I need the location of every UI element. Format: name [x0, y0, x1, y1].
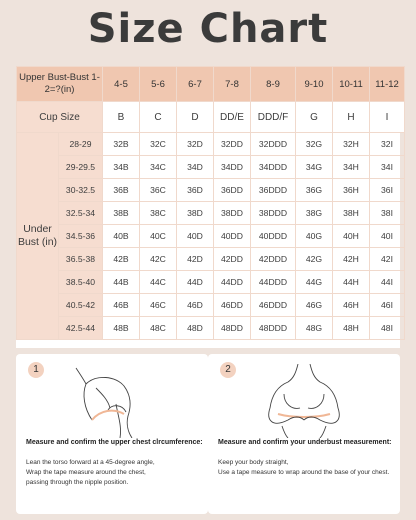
bra-size-cell: 40H: [333, 225, 370, 248]
bra-size-cell: 38DD: [214, 202, 251, 225]
bra-size-cell: 32H: [333, 133, 370, 156]
under-bust-range: 36.5-38: [59, 248, 103, 271]
table-row: [17, 179, 405, 202]
underbust-heading: Measure and confirm your underbust measurement:: [218, 439, 392, 446]
bra-size-cell: 48D: [177, 317, 214, 340]
bra-size-cell: 42DDD: [251, 248, 296, 271]
bra-size-cell: 46D: [177, 294, 214, 317]
bra-size-cell: 38G: [296, 202, 333, 225]
under-bust-range: 28-29: [59, 133, 103, 156]
cup-size-row: [17, 102, 405, 133]
header-row: [17, 67, 405, 102]
bra-size-cell: 40I: [370, 225, 405, 248]
upper-chest-measure-illustration: [56, 364, 168, 438]
bra-size-cell: 44G: [296, 271, 333, 294]
bra-size-cell: 34DDD: [251, 156, 296, 179]
bra-size-cell: 40G: [296, 225, 333, 248]
bra-size-cell: 38H: [333, 202, 370, 225]
header-value-cell: 6-7: [177, 67, 214, 102]
header-value-cell: 10-11: [333, 67, 370, 102]
bra-size-cell: 36DDD: [251, 179, 296, 202]
header-value-cell: 4-5: [103, 67, 140, 102]
upper-chest-step-2: Wrap the tape measure around the chest,: [26, 469, 146, 476]
cup-size-cell: C: [140, 102, 177, 133]
upper-chest-step-1: Lean the torso forward at a 45-degree angle,: [26, 459, 155, 466]
bra-size-cell: 46I: [370, 294, 405, 317]
bra-size-cell: 46C: [140, 294, 177, 317]
cup-size-cell: DDD/F: [251, 102, 296, 133]
bra-size-cell: 42I: [370, 248, 405, 271]
bra-size-cell: 44DD: [214, 271, 251, 294]
bra-size-cell: 36C: [140, 179, 177, 202]
bra-size-cell: 36DD: [214, 179, 251, 202]
cup-size-cell: DD/E: [214, 102, 251, 133]
under-bust-range: 40.5-42: [59, 294, 103, 317]
bra-size-cell: 38B: [103, 202, 140, 225]
bra-size-cell: 32DD: [214, 133, 251, 156]
bra-size-cell: 42H: [333, 248, 370, 271]
cup-size-cell: B: [103, 102, 140, 133]
table-row: [17, 317, 405, 340]
bra-size-cell: 34D: [177, 156, 214, 179]
header-value-cell: 8-9: [251, 67, 296, 102]
under-bust-label: Under Bust (in): [17, 133, 59, 340]
bra-size-cell: 42DD: [214, 248, 251, 271]
step-number-badge: 2: [220, 362, 236, 378]
measure-underbust-card: [208, 354, 400, 514]
cup-size-cell: I: [370, 102, 405, 133]
table-row: [17, 156, 405, 179]
bra-size-cell: 36I: [370, 179, 405, 202]
cup-size-label: Cup Size: [17, 102, 103, 133]
header-value-cell: 7-8: [214, 67, 251, 102]
bra-size-cell: 34I: [370, 156, 405, 179]
bra-size-cell: 36H: [333, 179, 370, 202]
bra-size-cell: 44D: [177, 271, 214, 294]
bra-size-cell: 48I: [370, 317, 405, 340]
bra-size-cell: 44I: [370, 271, 405, 294]
bra-size-cell: 40C: [140, 225, 177, 248]
bra-size-cell: 40B: [103, 225, 140, 248]
upper-chest-heading: Measure and confirm the upper chest clrcumference:: [26, 439, 203, 446]
bra-size-cell: 34B: [103, 156, 140, 179]
bra-size-cell: 40DDD: [251, 225, 296, 248]
bra-size-cell: 44DDD: [251, 271, 296, 294]
page-title: Size Chart: [87, 6, 329, 52]
table-row: [17, 271, 405, 294]
bra-size-cell: 38I: [370, 202, 405, 225]
cup-size-cell: G: [296, 102, 333, 133]
table-row: [17, 248, 405, 271]
bra-size-cell: 46DD: [214, 294, 251, 317]
bra-size-cell: 46H: [333, 294, 370, 317]
bra-size-cell: 44H: [333, 271, 370, 294]
bra-size-cell: 48C: [140, 317, 177, 340]
bra-size-cell: 34DD: [214, 156, 251, 179]
header-value-cell: 11-12: [370, 67, 405, 102]
bra-size-cell: 48B: [103, 317, 140, 340]
bra-size-cell: 42G: [296, 248, 333, 271]
under-bust-range: 29-29.5: [59, 156, 103, 179]
bra-size-cell: 40D: [177, 225, 214, 248]
header-value-cell: 9-10: [296, 67, 333, 102]
header-value-cell: 5-6: [140, 67, 177, 102]
bra-size-cell: 40DD: [214, 225, 251, 248]
under-bust-range: 42.5-44: [59, 317, 103, 340]
under-bust-range: 30-32.5: [59, 179, 103, 202]
bra-size-cell: 42C: [140, 248, 177, 271]
bra-size-cell: 48DDD: [251, 317, 296, 340]
bra-size-cell: 42D: [177, 248, 214, 271]
underbust-step-1: Keep your body straight,: [218, 459, 289, 466]
under-bust-range: 34.5-36: [59, 225, 103, 248]
bra-size-cell: 36B: [103, 179, 140, 202]
table-row: [17, 294, 405, 317]
bra-size-cell: 48DD: [214, 317, 251, 340]
bra-size-cell: 38D: [177, 202, 214, 225]
bra-size-cell: 34C: [140, 156, 177, 179]
header-label: Upper Bust-Bust 1-2=?(in): [17, 67, 103, 102]
bra-size-cell: 32DDD: [251, 133, 296, 156]
bra-size-cell: 36D: [177, 179, 214, 202]
bra-size-cell: 46DDD: [251, 294, 296, 317]
cup-size-cell: D: [177, 102, 214, 133]
bra-size-cell: 48H: [333, 317, 370, 340]
under-bust-range: 32.5-34: [59, 202, 103, 225]
cup-size-cell: H: [333, 102, 370, 133]
underbust-measure-illustration: [248, 364, 360, 438]
measure-upper-chest-card: [16, 354, 208, 514]
bra-size-cell: 44C: [140, 271, 177, 294]
bra-size-cell: 46G: [296, 294, 333, 317]
table-row: [17, 225, 405, 248]
table-row: [17, 133, 405, 156]
upper-chest-step-3: passing through the nipple position.: [26, 479, 129, 486]
underbust-step-2: Use a tape measure to wrap around the base of your chest.: [218, 469, 390, 476]
bra-size-cell: 38DDD: [251, 202, 296, 225]
bra-size-cell: 42B: [103, 248, 140, 271]
under-bust-range: 38.5-40: [59, 271, 103, 294]
bra-size-cell: 44B: [103, 271, 140, 294]
bra-size-cell: 34G: [296, 156, 333, 179]
bra-size-cell: 34H: [333, 156, 370, 179]
bra-size-cell: 32D: [177, 133, 214, 156]
step-number-badge: 1: [28, 362, 44, 378]
bra-size-cell: 32I: [370, 133, 405, 156]
size-chart-table: [16, 66, 400, 348]
bra-size-cell: 36G: [296, 179, 333, 202]
bra-size-cell: 32G: [296, 133, 333, 156]
bra-size-cell: 38C: [140, 202, 177, 225]
table-row: [17, 202, 405, 225]
bra-size-cell: 46B: [103, 294, 140, 317]
bra-size-cell: 32B: [103, 133, 140, 156]
bra-size-cell: 48G: [296, 317, 333, 340]
bra-size-cell: 32C: [140, 133, 177, 156]
